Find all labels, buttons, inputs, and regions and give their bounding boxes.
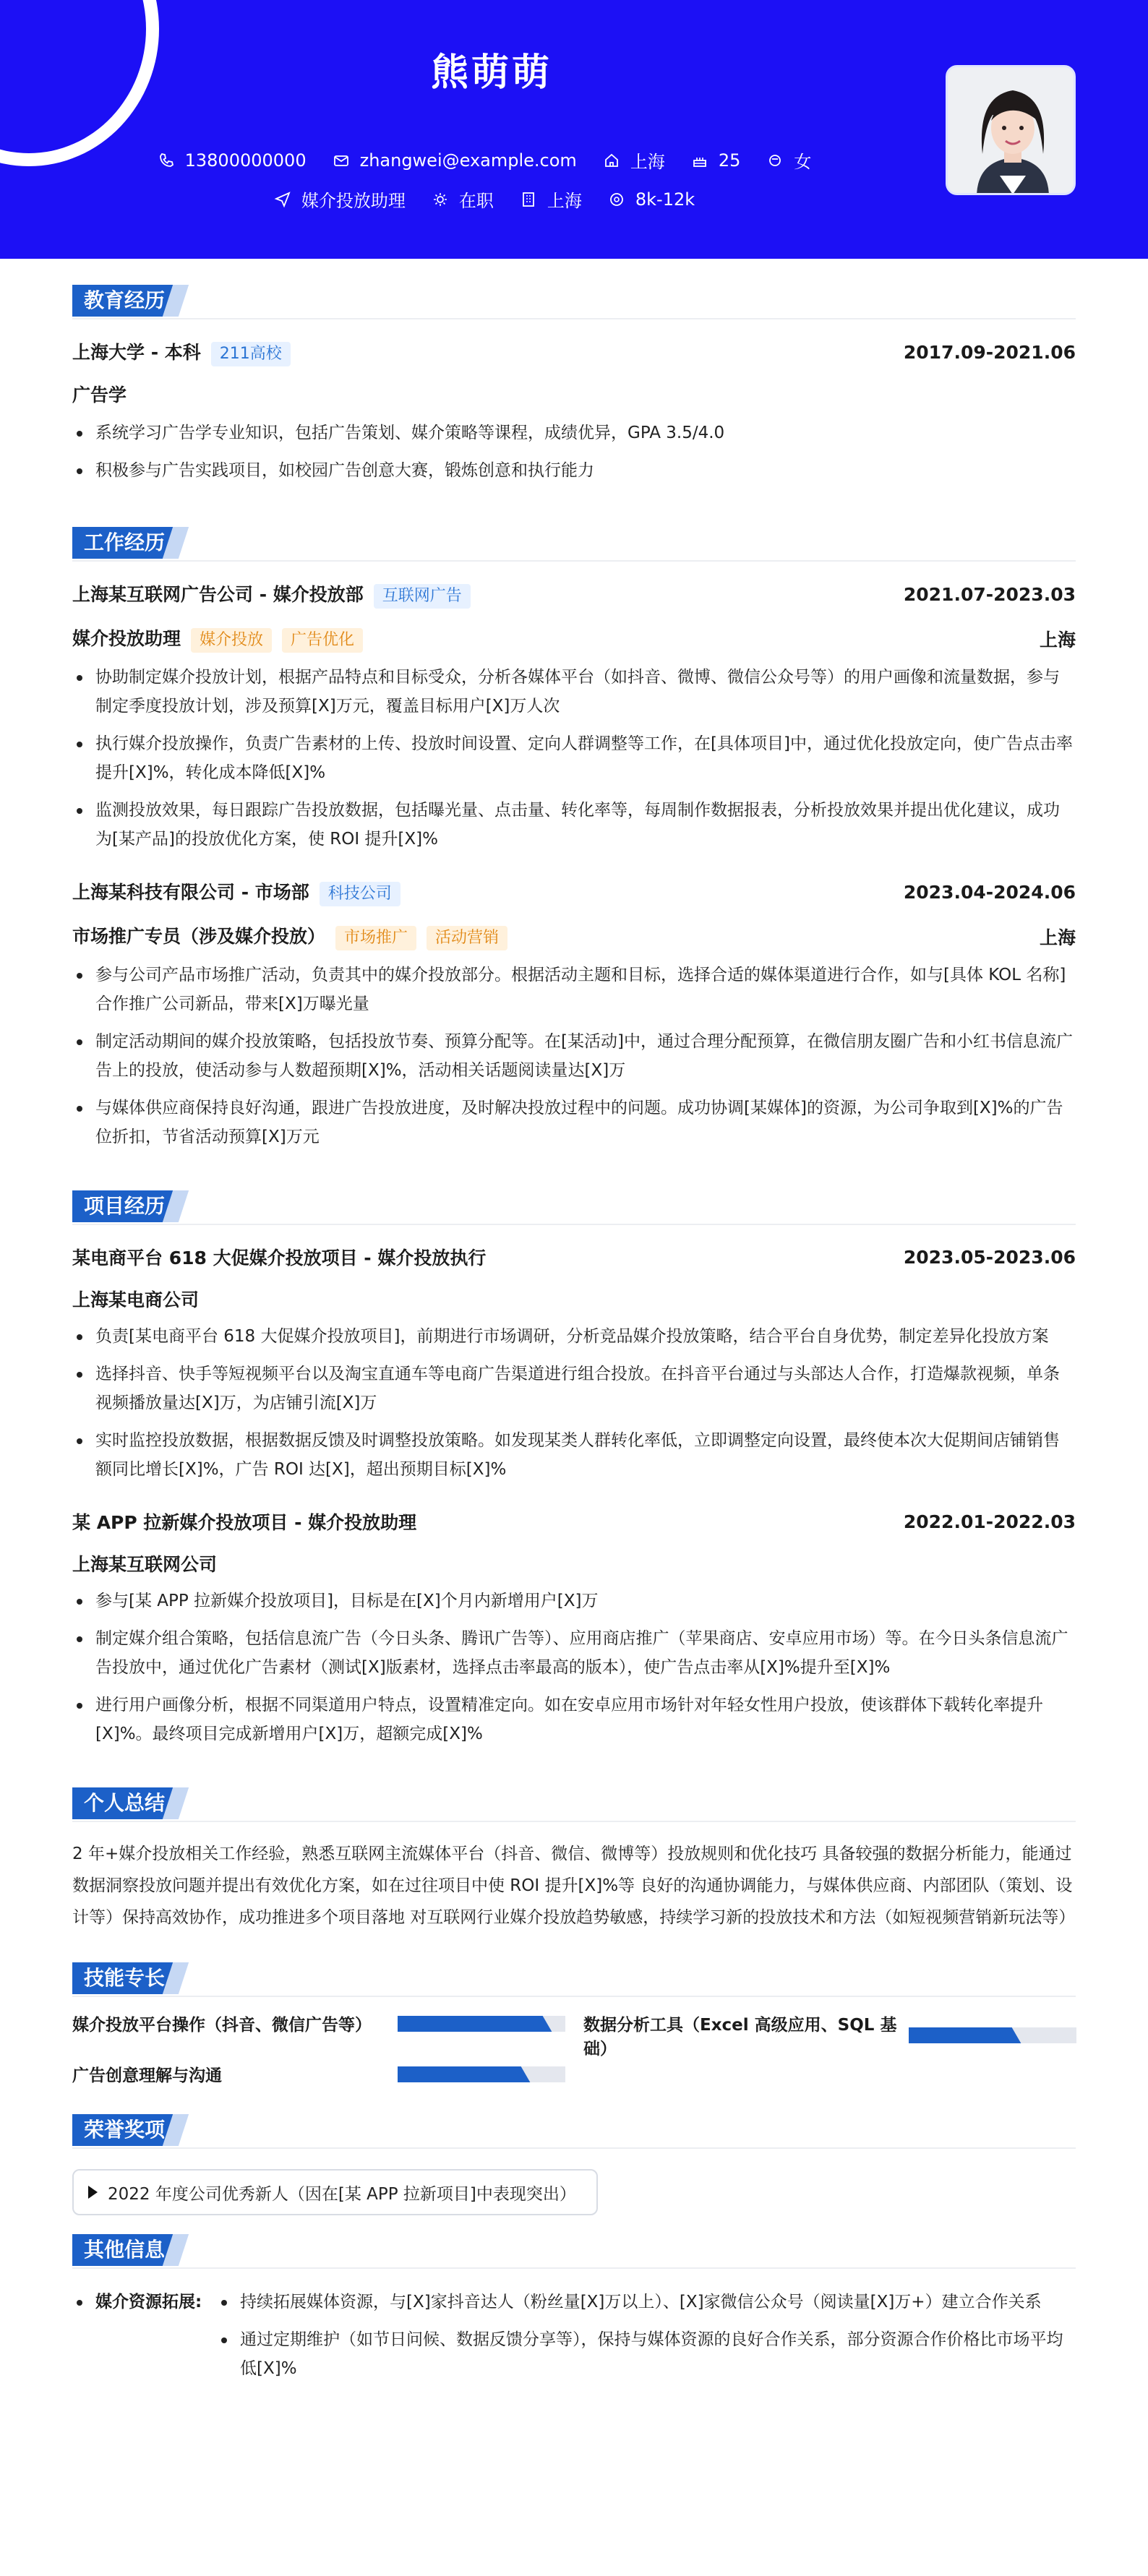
expand-triangle-icon <box>88 2186 98 2199</box>
status-text: 在职 <box>458 191 494 211</box>
divider <box>72 2147 1076 2149</box>
divider <box>72 560 1076 562</box>
project-date: 2022.01-2022.03 <box>903 1511 1076 1532</box>
skills-grid <box>72 2012 1076 2113</box>
company-tag: 互联网广告 <box>374 584 471 609</box>
list-item: 进行用户画像分析，根据不同渠道用户特点，设置精准定向。如在安卓应用市场针对年轻女性用户投放，使该群体下载转化率提升[X]%。最终项目完成新增用户[X]万，超额完成[X]% <box>72 1691 1076 1748</box>
project-org: 上海某电商公司 <box>72 1289 200 1310</box>
list-item: 制定活动期间的媒介投放策略，包括投放节奏、预算分配等。在[某活动]中，通过合理分配预算，在微信朋友圈广告和小红书信息流广告上的投放，使活动参与人数超预期[X]%，活动相关话题阅读量达[X]万 <box>72 1027 1076 1085</box>
section-skills-title: 技能专长 <box>72 1962 1076 1994</box>
skill-item <box>583 2012 1076 2059</box>
divider <box>72 1996 1076 1997</box>
work-date: 2023.04-2024.06 <box>903 882 1076 903</box>
skill-level-bar <box>398 2016 565 2032</box>
city-text: 上海 <box>630 152 665 172</box>
divider <box>72 318 1076 319</box>
bullet-dot <box>77 2300 82 2306</box>
skill-name: 数据分析工具（Excel 高级应用、SQL 基础） <box>583 2016 897 2058</box>
list-item: 系统学习广告学专业知识，包括广告策划、媒介策略等课程，成绩优异，GPA 3.5/4.0 <box>72 418 1076 447</box>
major-row <box>72 381 1076 407</box>
resume-body <box>72 285 1076 2383</box>
work-date: 2021.07-2023.03 <box>903 584 1076 605</box>
summary-text: 2 年+媒介投放相关工作经验，熟悉互联网主流媒体平台（抖音、微信、微博等）投放规则和优化技巧 具备较强的数据分析能力，能通过数据洞察投放问题并提出有效优化方案，如在过往项目中使 ROI 提升[X]%等 良好的沟通协调能力，与媒体供应商、内部团队（策划、设计等）保持高效协作，成功推进多个项目落地 对互联网行业媒介投放趋势敏感，持续学习新的投放技术和方法（如短视频营销新玩法等） <box>72 1845 1076 1927</box>
award-list <box>72 2169 1076 2215</box>
email-item <box>333 150 577 171</box>
work-city-text: 上海 <box>547 191 582 211</box>
project-header-1 <box>72 1244 1076 1270</box>
role-row-1 <box>72 624 1076 653</box>
phone-item <box>158 150 307 171</box>
project-org: 上海某互联网公司 <box>72 1554 218 1575</box>
other-label-text: 媒介资源拓展: <box>95 2293 202 2311</box>
section-awards-title: 荣誉奖项 <box>72 2114 1076 2146</box>
skill-level-fill <box>909 2027 1009 2043</box>
project-header-2 <box>72 1508 1076 1534</box>
skill-level-fill <box>398 2016 540 2032</box>
list-item: 通过定期维护（如节日问候、数据反馈分享等），保持与媒体资源的良好合作关系，部分资源合作价格比市场平均低[X]% <box>217 2325 1076 2383</box>
send-icon <box>274 191 291 208</box>
phone-text: 13800000000 <box>184 150 307 171</box>
cake-icon <box>691 152 708 169</box>
education-bullets <box>72 418 1076 485</box>
skill-level-bar <box>398 2066 565 2082</box>
work-header-2 <box>72 878 1076 906</box>
age-text: 25 <box>718 150 741 171</box>
role-tag: 媒介投放 <box>191 628 272 653</box>
gender-text: 女 <box>794 152 812 172</box>
age-item <box>691 150 741 171</box>
section-projects-title: 项目经历 <box>72 1190 1076 1222</box>
building-icon <box>520 191 537 208</box>
role-title: 市场推广专员（涉及媒介投放） <box>72 926 326 947</box>
divider <box>72 1821 1076 1822</box>
skill-level-bar <box>909 2027 1076 2043</box>
skill-item <box>72 2012 565 2035</box>
list-item: 选择抖音、快手等短视频平台以及淘宝直通车等电商广告渠道进行组合投放。在抖音平台通过与头部达人合作，打造爆款视频，单条视频播放量达[X]万，为店铺引流[X]万 <box>72 1360 1076 1417</box>
skill-item <box>72 2062 565 2086</box>
school-name: 上海大学 - 本科 <box>72 342 201 363</box>
section-work-title: 工作经历 <box>72 527 1076 559</box>
list-item: 制定媒介组合策略，包括信息流广告（今日头条、腾讯广告等）、应用商店推广（苹果商店、安卓应用市场）等。在今日头条信息流广告投放中，通过优化广告素材（测试[X]版素材，选择点击率最高的版本），使广告点击率从[X]%提升至[X]% <box>72 1624 1076 1682</box>
contact-row <box>0 147 969 173</box>
gender-icon <box>766 152 784 169</box>
section-summary-title: 个人总结 <box>72 1787 1076 1819</box>
list-item: 积极参与广告实践项目，如校园广告创意大赛，锻炼创意和执行能力 <box>72 456 1076 485</box>
list-item: 监测投放效果，每日跟踪广告投放数据，包括曝光量、点击量、转化率等，每周制作数据报表，分析投放效果并提出优化建议，成功为[某产品]的投放优化方案，使 ROI 提升[X]% <box>72 796 1076 854</box>
company-name: 上海某互联网广告公司 - 媒介投放部 <box>72 584 364 605</box>
position-item <box>274 186 406 212</box>
mail-icon <box>333 152 350 169</box>
list-item: 执行媒介投放操作，负责广告素材的上传、投放时间设置、定向人群调整等工作，在[具体项目]中，通过优化投放定向，使广告点击率提升[X]%，转化成本降低[X]% <box>72 729 1076 787</box>
project-bullets-1 <box>72 1322 1076 1484</box>
section-other-title: 其他信息 <box>72 2234 1076 2266</box>
gender-item <box>766 147 811 173</box>
role-tag: 市场推广 <box>335 926 416 950</box>
skill-name: 广告创意理解与沟通 <box>72 2066 222 2085</box>
home-icon <box>603 152 620 169</box>
role-tag: 活动营销 <box>427 926 507 950</box>
work-header-1 <box>72 580 1076 609</box>
list-item: 协助制定媒介投放计划，根据产品特点和目标受众，分析各媒体平台（如抖音、微博、微信公众号等）的用户画像和流量数据，参与制定季度投放计划，涉及预算[X]万元，覆盖目标用户[X]万人次 <box>72 663 1076 721</box>
education-header <box>72 338 1076 366</box>
other-bullets <box>217 2288 1076 2383</box>
list-item: 参与公司产品市场推广活动，负责其中的媒介投放部分。根据活动主题和目标，选择合适的媒体渠道进行合作，如与[具体 KOL 名称]合作推广公司新品，带来[X]万曝光量 <box>72 961 1076 1018</box>
salary-item <box>608 189 695 210</box>
candidate-name: 熊萌萌 <box>430 51 552 95</box>
school-tag: 211高校 <box>211 342 291 366</box>
project-title: 某电商平台 618 大促媒介投放项目 - 媒介投放执行 <box>72 1248 487 1268</box>
list-item: 参与[某 APP 拉新媒介投放项目]，目标是在[X]个月内新增用户[X]万 <box>72 1587 1076 1615</box>
role-tag: 广告优化 <box>282 628 363 653</box>
project-org-row-1 <box>72 1286 1076 1312</box>
award-text: 2022 年度公司优秀新人（因在[某 APP 拉新项目]中表现突出） <box>108 2184 576 2204</box>
divider <box>72 1224 1076 1225</box>
project-title: 某 APP 拉新媒介投放项目 - 媒介投放助理 <box>72 1512 417 1533</box>
education-date: 2017.09-2021.06 <box>903 342 1076 363</box>
profile-photo <box>946 65 1076 195</box>
salary-text: 8k-12k <box>635 189 695 210</box>
section-education-title: 教育经历 <box>72 285 1076 317</box>
work-location: 上海 <box>1039 629 1076 651</box>
other-label <box>72 2288 217 2383</box>
position-text: 媒介投放助理 <box>301 191 406 211</box>
resume-header <box>0 0 1148 259</box>
list-item: 与媒体供应商保持良好沟通，跟进广告投放进度，及时解决投放过程中的问题。成功协调[某媒体]的资源，为公司争取到[X]%的广告位折扣，节省活动预算[X]万元 <box>72 1094 1076 1151</box>
major: 广告学 <box>72 385 127 405</box>
work-city-item <box>520 186 582 212</box>
role-row-2 <box>72 922 1076 950</box>
list-item: 持续拓展媒体资源，与[X]家抖音达人（粉丝量[X]万以上）、[X]家微信公众号（阅读量[X]万+）建立合作关系 <box>217 2288 1076 2317</box>
skill-level-fill <box>398 2066 518 2082</box>
role-title: 媒介投放助理 <box>72 628 181 649</box>
company-tag: 科技公司 <box>320 882 400 906</box>
email-text: zhangwei@example.com <box>359 150 577 171</box>
other-info <box>72 2288 1076 2383</box>
job-intent-row <box>0 186 969 212</box>
status-item <box>432 186 494 212</box>
work-location: 上海 <box>1039 927 1076 948</box>
list-item: 负责[某电商平台 618 大促媒介投放项目]，前期进行市场调研，分析竞品媒介投放策略，结合平台自身优势，制定差异化投放方案 <box>72 1322 1076 1351</box>
skill-name: 媒介投放平台操作（抖音、微信广告等） <box>72 2016 372 2035</box>
divider <box>72 2267 1076 2269</box>
work-bullets-1 <box>72 663 1076 854</box>
coin-icon <box>608 191 625 208</box>
award-item[interactable] <box>72 2169 598 2215</box>
project-bullets-2 <box>72 1587 1076 1748</box>
work-bullets-2 <box>72 961 1076 1151</box>
project-org-row-2 <box>72 1550 1076 1576</box>
project-date: 2023.05-2023.06 <box>903 1246 1076 1268</box>
list-item: 实时监控投放数据，根据数据反馈及时调整投放策略。如发现某类人群转化率低，立即调整定向设置，最终使本次大促期间店铺销售额同比增长[X]%，广告 ROI 达[X]，超出预期目标[X]% <box>72 1426 1076 1484</box>
city-item <box>603 147 665 173</box>
status-icon <box>432 191 449 208</box>
phone-icon <box>158 152 175 169</box>
company-name: 上海某科技有限公司 - 市场部 <box>72 882 309 903</box>
